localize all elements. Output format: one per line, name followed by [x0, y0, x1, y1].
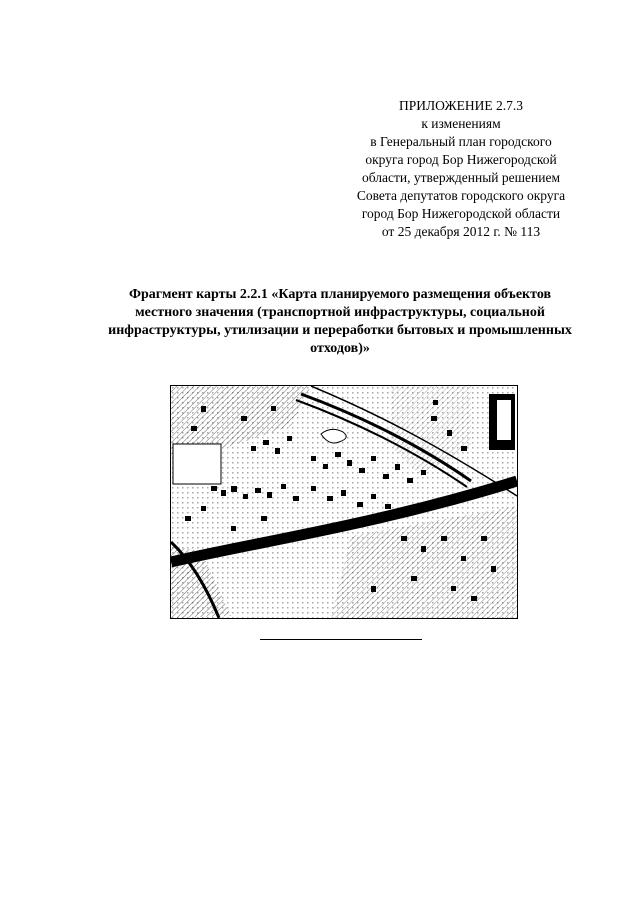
appendix-line: ПРИЛОЖЕНИЕ 2.7.3 — [398, 98, 524, 113]
appendix-line: области, утвержденный решением — [362, 170, 560, 185]
appendix-block — [326, 97, 596, 241]
appendix-line: в Генеральный план городского — [370, 134, 552, 149]
title-line: отходов)» — [310, 341, 370, 356]
appendix-line: к изменениям — [421, 116, 501, 131]
horizontal-rule — [260, 639, 422, 640]
title-line: инфраструктуры, утилизации и переработки бытовых и промышленных — [108, 323, 572, 338]
appendix-line: округа город Бор Нижегородской — [365, 152, 557, 167]
appendix-line: от 25 декабря 2012 г. № 113 — [381, 224, 541, 239]
appendix-line: город Бор Нижегородской области — [361, 206, 561, 221]
map-fragment-title — [70, 286, 610, 358]
title-line: местного значения (транспортной инфраструктуры, социальной — [135, 305, 545, 320]
appendix-line: Совета депутатов городского округа — [356, 188, 566, 203]
title-line: Фрагмент карты 2.2.1 «Карта планируемого размещения объектов — [128, 287, 552, 302]
map-fragment-image — [170, 385, 518, 619]
